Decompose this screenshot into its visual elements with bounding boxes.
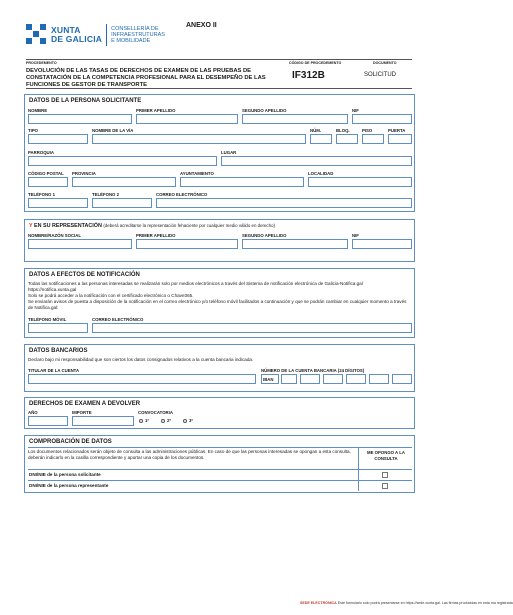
- razon-social-field[interactable]: [28, 239, 132, 249]
- provincia-label: PROVINCIA: [72, 171, 96, 176]
- document-label: DOCUMENTO: [373, 61, 397, 65]
- notification-title: DATOS A EFECTOS DE NOTIFICACIÓN: [29, 272, 140, 278]
- applicant-section: [24, 94, 415, 212]
- oppose-checkbox-2[interactable]: [382, 483, 388, 489]
- segundo-apellido-label: SEGUNDO APELLIDO: [242, 108, 287, 113]
- anio-field[interactable]: [28, 416, 68, 426]
- anio-label: AÑO: [28, 410, 38, 415]
- iban-field[interactable]: [281, 374, 297, 384]
- procedure-code: IF312B: [292, 70, 325, 81]
- bloq-label: BLOQ.: [336, 128, 350, 133]
- titular-field[interactable]: [28, 374, 256, 384]
- telefono1-field[interactable]: [28, 198, 88, 208]
- notification-text-3: Se enviarán avisos de puesta a disposición de la notificación en el correo electrónico y/o teléfono móvil facilitados a continuación y que se podrán cambiar en cualquier momento a través de Notifica.gal:: [28, 299, 407, 310]
- rep-primer-apellido-field[interactable]: [136, 239, 238, 249]
- account-field-4[interactable]: [369, 374, 389, 384]
- footer-note: [300, 601, 513, 605]
- parroquia-label: PARROQUIA: [28, 150, 54, 155]
- rep-primer-apellido-label: PRIMER APELLIDO: [136, 233, 176, 238]
- convocatoria-radio-1[interactable]: [139, 419, 143, 423]
- puerta-label: PUERTA: [388, 128, 406, 133]
- representative-section: [24, 219, 415, 262]
- correo-field[interactable]: [156, 198, 412, 208]
- bank-title: DATOS BANCARIOS: [29, 348, 88, 354]
- nombre-via-label: NOMBRE DE LA VÍA: [92, 128, 134, 133]
- account-field-3[interactable]: [346, 374, 366, 384]
- razon-social-label: NOMBRE/RAZÓN SOCIAL: [28, 233, 81, 238]
- check-row-2-label: DNI/NIE de la persona representante: [29, 483, 109, 488]
- account-field-1[interactable]: [300, 374, 320, 384]
- footer-text: Este formulario solo podrá presentarse en https://sede.xunta.gal. Las firmas producidas en esta ma registrada: [337, 601, 513, 605]
- rep-nif-label: NIF: [352, 233, 359, 238]
- lugar-label: LUGAR: [221, 150, 237, 155]
- checks-text: Los documentos relacionados serán objeto de consulta a las administraciones públicas. En caso de que las personas interesadas se opongan a esta consulta, deberán indicarlo en la casilla correspondiente y aportar una copia de los documentos.: [28, 449, 351, 460]
- oppose-header: ME OPONGO A LA CONSULTA: [367, 450, 405, 461]
- codigo-postal-field[interactable]: [28, 177, 68, 187]
- representative-title: Y EN SU REPRESENTACIÓN (deberá acreditarse la representación fehaciente por cualquier medio válido en derecho): [29, 223, 275, 229]
- convocatoria-radio-3[interactable]: [183, 419, 187, 423]
- primer-apellido-field[interactable]: [136, 114, 238, 124]
- tipo-label: TIPO: [28, 128, 39, 133]
- bank-section: [24, 344, 415, 392]
- refund-title: DERECHOS DE EXAMEN A DEVOLVER: [29, 401, 141, 407]
- rep-segundo-apellido-label: SEGUNDO APELLIDO: [242, 233, 287, 238]
- importe-field[interactable]: [72, 416, 134, 426]
- notification-text-1: Todas las notificaciones a las personas interesadas se realizarán solo por medios electrónicos a través del Sistema de notificación electrónica de Galicia-Notifica.gal https://notifica.xunta.gal: [28, 281, 363, 292]
- telefono2-label: TELÉFONO 2: [92, 192, 119, 197]
- piso-field[interactable]: [362, 134, 384, 144]
- annex-label: ANEXO II: [186, 22, 217, 29]
- refund-section: [24, 397, 415, 429]
- applicant-title: DATOS DE LA PERSONA SOLICITANTE: [29, 98, 142, 104]
- notification-text-2: Solo se podrá acceder a la notificación con el certificado electrónico o Chave365.: [28, 293, 194, 298]
- nombre-field[interactable]: [28, 114, 132, 124]
- telefono1-label: TELÉFONO 1: [28, 192, 55, 197]
- department-name: CONSELLERÍA DE INFRAESTRUTURAS E MOBILIDADE: [111, 25, 165, 45]
- account-field-5[interactable]: [392, 374, 412, 384]
- numero-cuenta-label: NÚMERO DE LA CUENTA BANCARIA (24 DÍGITOS): [261, 368, 365, 373]
- procedure-title: DEVOLUCIÓN DE LAS TASAS DE DERECHOS DE EXAMEN DE LAS PRUEBAS DE CONSTATACIÓN DE LA COMPETENCIA PROFESIONAL PARA EL DESEMPEÑO DE LAS FUNCIONES DE GESTOR DE TRANSPORTE: [26, 68, 266, 88]
- titular-label: TITULAR DE LA CUENTA: [28, 368, 80, 373]
- primer-apellido-label: PRIMER APELLIDO: [136, 108, 176, 113]
- bank-declaration: Declaro bajo mi responsabilidad que son ciertos los datos consignados relativos a la cuenta bancaria indicada.: [28, 357, 254, 362]
- convocatoria-opt3-label: 3ª: [189, 418, 193, 423]
- telefono-movil-field[interactable]: [28, 323, 88, 333]
- notif-correo-label: CORREO ELECTRÓNICO: [92, 317, 144, 322]
- nombre-via-field[interactable]: [92, 134, 306, 144]
- nif-field[interactable]: [352, 114, 412, 124]
- convocatoria-radio-2[interactable]: [161, 419, 165, 423]
- rep-nif-field[interactable]: [352, 239, 412, 249]
- localidad-field[interactable]: [308, 177, 412, 187]
- nombre-label: NOMBRE: [28, 108, 48, 113]
- importe-label: IMPORTE: [72, 410, 92, 415]
- parroquia-field[interactable]: [28, 156, 217, 166]
- provincia-field[interactable]: [72, 177, 176, 187]
- logo-name: XUNTA DE GALICIA: [51, 25, 103, 44]
- xunta-emblem-icon: [26, 24, 48, 46]
- num-field[interactable]: [310, 134, 332, 144]
- oppose-checkbox-1[interactable]: [382, 472, 388, 478]
- code-label: CÓDIGO DE PROCEDEMENTO: [289, 61, 342, 65]
- ayuntamiento-label: AYUNTAMIENTO: [180, 171, 214, 176]
- puerta-field[interactable]: [388, 134, 412, 144]
- convocatoria-opt1-label: 1ª: [145, 418, 149, 423]
- num-label: NÚM.: [310, 128, 321, 133]
- account-field-2[interactable]: [323, 374, 343, 384]
- correo-label: CORREO ELECTRÓNICO: [156, 192, 208, 197]
- nif-label: NIF: [352, 108, 359, 113]
- codigo-postal-label: CÓDIGO POSTAL: [28, 171, 64, 176]
- segundo-apellido-field[interactable]: [242, 114, 348, 124]
- ayuntamiento-field[interactable]: [180, 177, 304, 187]
- convocatoria-label: CONVOCATORIA: [138, 410, 173, 415]
- localidad-label: LOCALIDAD: [308, 171, 334, 176]
- lugar-field[interactable]: [221, 156, 412, 166]
- sede-brand: SEDE ELECTRÓNICA: [300, 601, 337, 605]
- telefono2-field[interactable]: [92, 198, 152, 208]
- checks-section: [24, 435, 415, 493]
- bloq-field[interactable]: [336, 134, 358, 144]
- document-value: SOLICITUD: [364, 72, 397, 78]
- check-row-1-label: DNI/NIE de la persona solicitante: [29, 472, 101, 477]
- tipo-field[interactable]: [28, 134, 88, 144]
- piso-label: PISO: [362, 128, 373, 133]
- xunta-logo: [26, 22, 168, 48]
- telefono-movil-label: TELÉFONO MÓVIL: [28, 317, 67, 322]
- procedure-label: PROCEDEMENTO: [26, 61, 57, 65]
- notification-section: [24, 268, 415, 338]
- convocatoria-opt2-label: 2ª: [167, 418, 171, 423]
- checks-title: COMPROBACIÓN DE DATOS: [29, 439, 112, 445]
- rep-segundo-apellido-field[interactable]: [242, 239, 348, 249]
- notif-correo-field[interactable]: [92, 323, 412, 333]
- iban-label: IBAN: [261, 374, 279, 384]
